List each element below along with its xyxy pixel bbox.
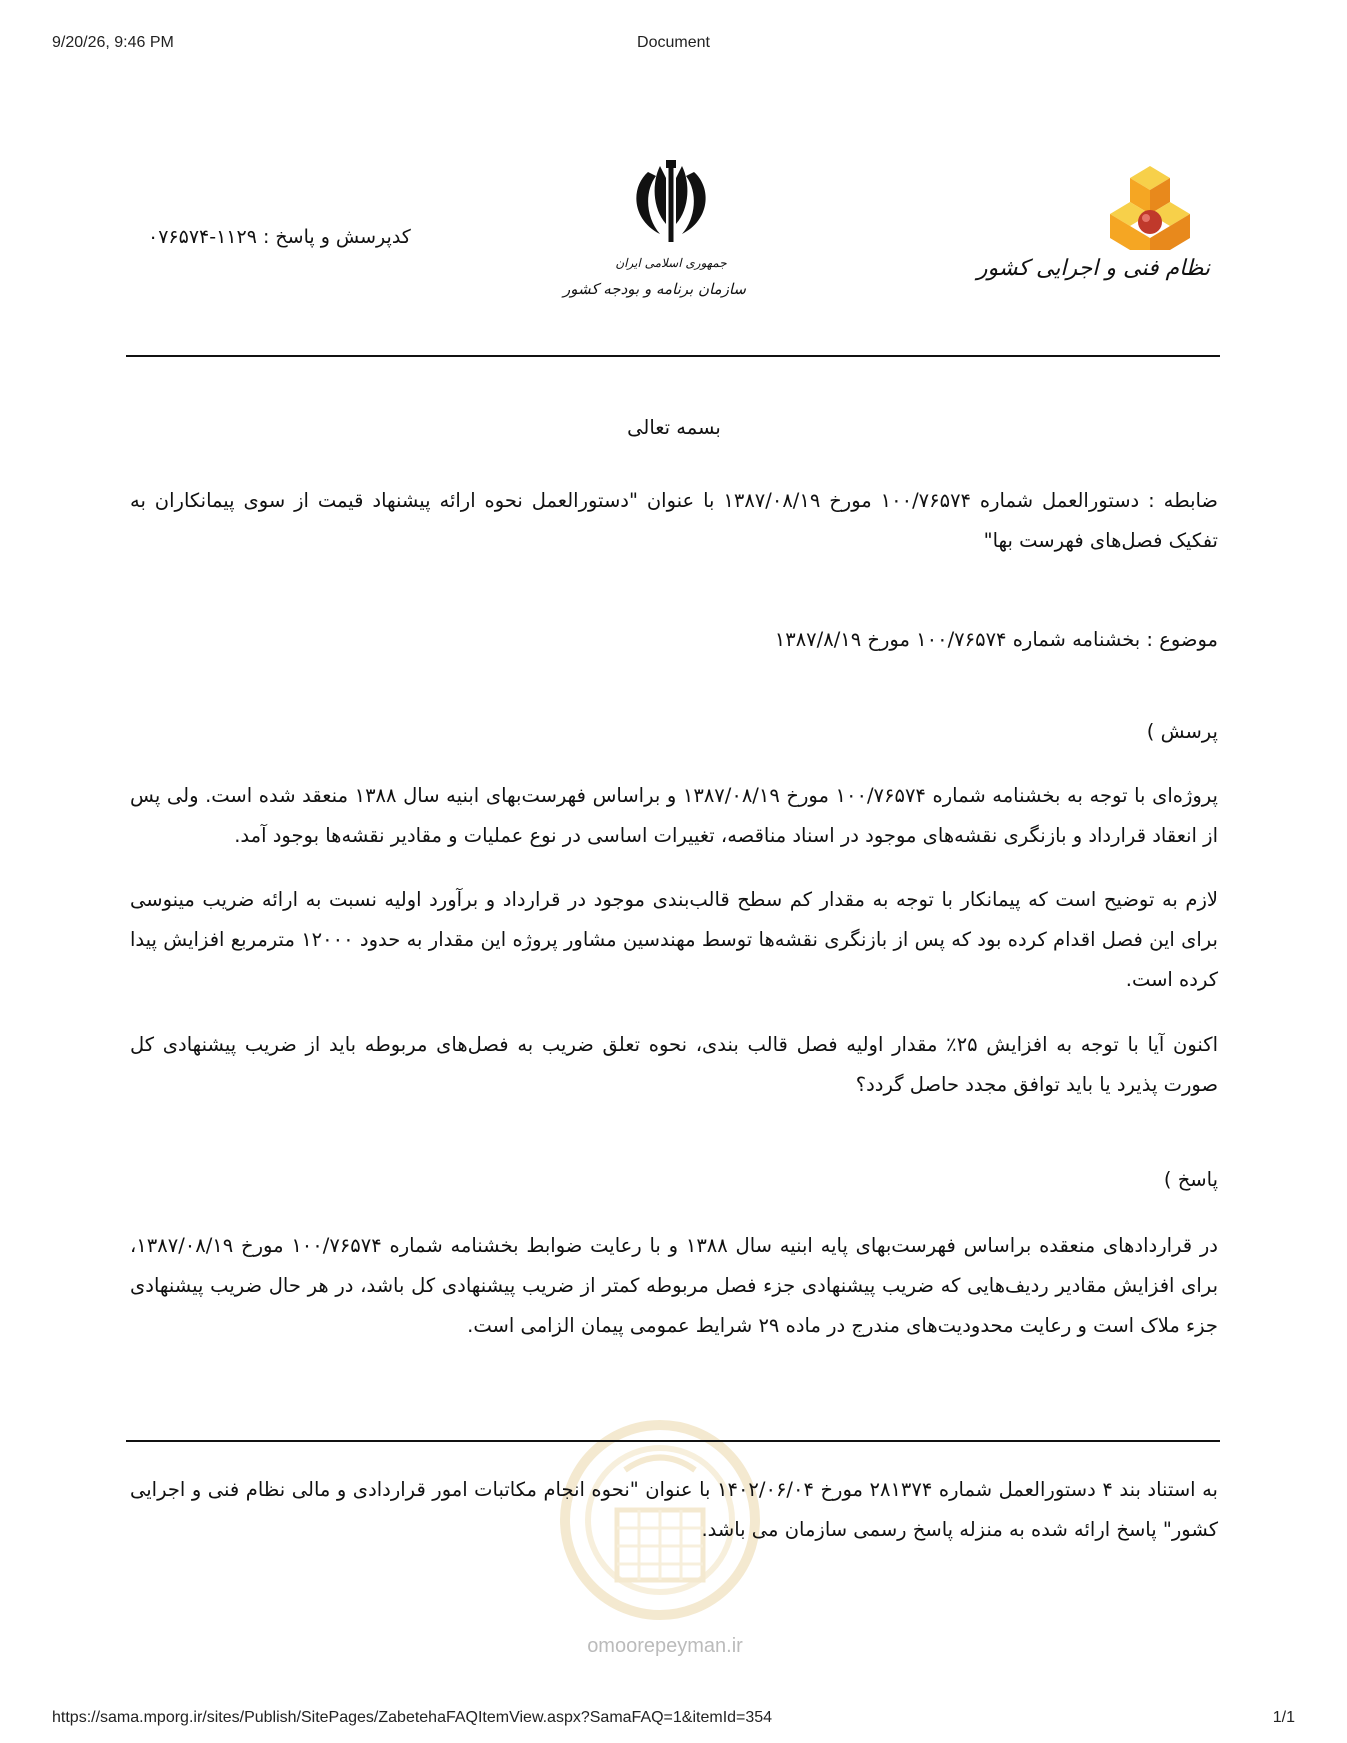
regulation-reference: ضابطه : دستورالعمل شماره ۱۰۰/۷۶۵۷۴ مورخ ۱۳۸۷/۰۸/۱۹ با عنوان "دستورالعمل نحوه ارائه پیشنهاد قیمت از سوی پیمانکاران به تفکیک فصل‌های فهرست بها" — [130, 489, 1218, 552]
footer-divider — [126, 1440, 1220, 1442]
question-code: کدپرسش و پاسخ : ۱۱۲۹-۰۷۶۵۷۴ — [148, 226, 411, 248]
question-paragraph-1: پروژه‌ای با توجه به بخشنامه شماره ۱۰۰/۷۶۵۷۴ مورخ ۱۳۸۷/۰۸/۱۹ و براساس فهرست‌بهای ابنیه سال ۱۳۸۸ منعقد شده است. ولی پس از انعقاد قرارداد و بازنگری نقشه‌های موجود در اسناد مناقصه، تغییرات اساسی در نوع عملیات و مقادیر نقشه‌ها بوجود آمد. — [130, 784, 1218, 847]
question-paragraph-3: اکنون آیا با توجه به افزایش ۲۵٪ مقدار اولیه فصل قالب بندی، نحوه تعلق ضریب به فصل‌های مربوطه باید از ضریب پیشنهادی کل صورت پذیرد یا باید توافق مجدد حاصل گردد؟ — [130, 1033, 1218, 1096]
letterhead — [126, 150, 1220, 320]
print-page-number: 1/1 — [1272, 1709, 1295, 1726]
answer-paragraph: در قراردادهای منعقده براساس فهرست‌بهای پایه ابنیه سال ۱۳۸۸ و با رعایت ضوابط بخشنامه شماره ۱۰۰/۷۶۵۷۴ مورخ ۱۳۸۷/۰۸/۱۹، برای افزایش مقادیر ردیف‌هایی که ضریب پیشنهادی جزء فصل مربوطه کمتر از ضریب پیشنهادی کل باشد، در هر حال ضریب پیشنهادی جزء ملاک است و رعایت محدودیت‌های مندرج در ماده ۲۹ شرایط عمومی پیمان الزامی است. — [130, 1234, 1218, 1337]
emblem-caption-organization: سازمان برنامه و بودجه کشور — [562, 280, 746, 298]
nezam-fanni-logo — [976, 164, 1220, 304]
print-title: Document — [637, 34, 710, 51]
print-header — [0, 34, 1347, 56]
question-heading: پرسش ) — [1146, 720, 1218, 743]
answer-heading: پاسخ ) — [1163, 1168, 1218, 1191]
watermark-site: omoorepeyman.ir — [587, 1635, 743, 1657]
nezam-fanni-logo-text: نظام فنی و اجرایی کشور — [976, 256, 1210, 281]
cubes-logo-icon — [1100, 164, 1200, 254]
iran-emblem-icon — [626, 158, 716, 248]
emblem-caption-republic: جمهوری اسلامی ایران — [615, 256, 727, 270]
print-url: https://sama.mporg.ir/sites/Publish/SitePages/ZabetehaFAQItemView.aspx?SamaFAQ=1&itemId=354 — [52, 1709, 773, 1726]
iran-emblem — [562, 158, 746, 308]
print-date: 9/20/26, 9:46 PM — [52, 34, 174, 51]
salutation: بسمه تعالی — [627, 416, 721, 439]
print-footer — [0, 1709, 1347, 1731]
official-answer-note: به استناد بند ۴ دستورالعمل شماره ۲۸۱۳۷۴ مورخ ۱۴۰۲/۰۶/۰۴ با عنوان "نحوه انجام مکاتبات امور قراردادی و مالی نظام فنی و اجرایی کشور" پاسخ ارائه شده به منزله پاسخ رسمی سازمان می باشد. — [130, 1478, 1218, 1541]
header-divider — [126, 355, 1220, 357]
question-paragraph-2: لازم به توضیح است که پیمانکار با توجه به مقدار کم سطح قالب‌بندی موجود در قرارداد و برآورد اولیه نسبت به ارائه ضریب مینوسی برای این فصل اقدام کرده بود که پس از بازنگری نقشه‌ها توسط مهندسین مشاور پروژه این مقدار به حدود ۱۲۰۰۰ مترمربع افزایش پیدا کرده است. — [130, 888, 1218, 991]
subject-line: موضوع : بخشنامه شماره ۱۰۰/۷۶۵۷۴ مورخ ۱۳۸۷/۸/۱۹ — [774, 628, 1218, 651]
